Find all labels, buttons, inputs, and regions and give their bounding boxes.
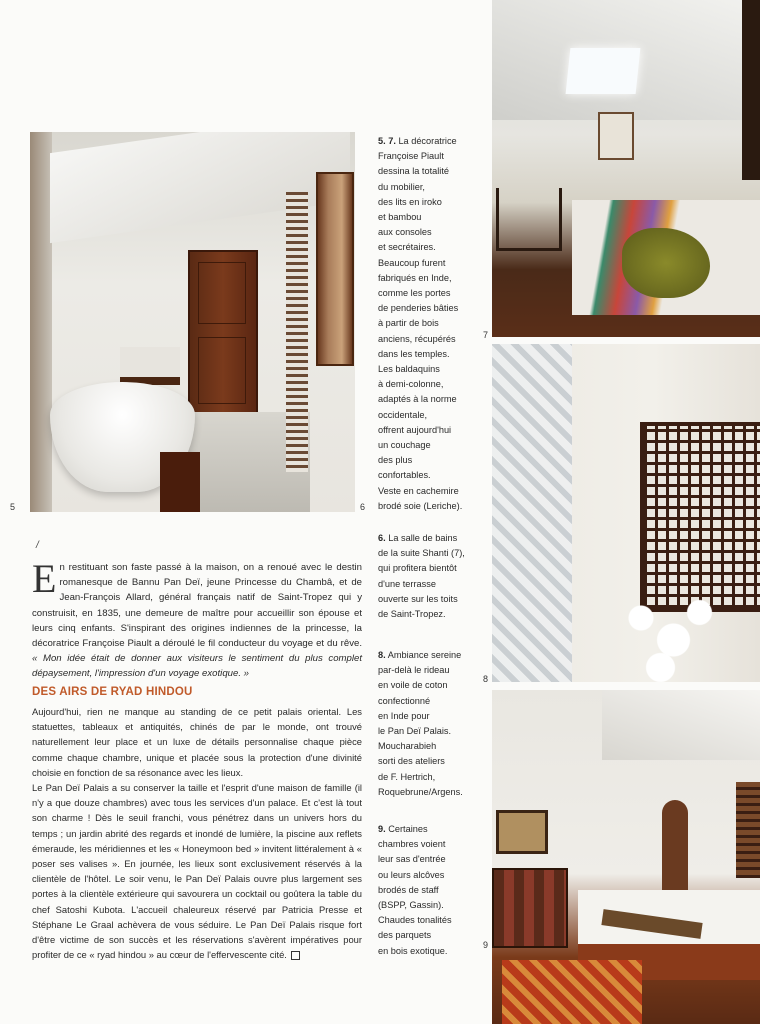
caption-number: 5. 7. <box>378 136 396 146</box>
caption-line: Roquebrune/Argens. <box>378 786 463 797</box>
wall-mirror <box>316 172 354 366</box>
caption-5-7 <box>378 134 462 514</box>
caption-line: et secrétaires. <box>378 242 436 253</box>
caption-line: en bois exotique. <box>378 945 448 956</box>
caption-line: Les baldaquins <box>378 364 440 375</box>
bathtub-base <box>160 452 200 512</box>
caption-text: La salle de bains <box>385 533 458 543</box>
caption-line: en Inde pour <box>378 710 430 721</box>
chair <box>496 188 562 251</box>
caption-line: du mobilier, <box>378 181 425 192</box>
wood-beam <box>742 0 760 180</box>
caption-line <box>378 822 452 837</box>
end-mark <box>291 951 300 960</box>
caption-line: leur sas d'entrée <box>378 854 446 865</box>
caption-line: d'une terrasse <box>378 578 436 589</box>
caption-line <box>378 134 462 149</box>
pull-quote: « Mon idée était de donner aux visiteurs le sentiment du plus complet dépaysement, l'impression d'un voyage exotique. » <box>32 653 362 680</box>
white-orchids <box>602 574 732 682</box>
bedroom-photo-7 <box>492 0 760 337</box>
drop-cap: E <box>32 556 57 601</box>
caption-line: aux consoles <box>378 227 432 238</box>
photo-number-7: 7 <box>483 330 489 340</box>
caption-line: fabriqués en Inde, <box>378 272 452 283</box>
caption-line: dessina la totalité <box>378 166 449 177</box>
caption-line: occidentale, <box>378 409 428 420</box>
wooden-door <box>188 250 258 419</box>
caption-line: sorti des ateliers <box>378 756 445 767</box>
caption-number: 6. <box>378 533 386 543</box>
caption-line: (BSPP, Gassin). <box>378 900 444 911</box>
caption-text: La décoratrice <box>395 136 457 146</box>
caption-line: dans les temples. <box>378 348 450 359</box>
photo-number-8: 8 <box>483 674 489 684</box>
bedroom-photo-9 <box>492 690 760 1024</box>
caption-line: ouverte sur les toits <box>378 593 458 604</box>
caption-line: un couchage <box>378 440 431 451</box>
caption-line: à partir de bois <box>378 318 439 329</box>
photo-number-9: 9 <box>483 940 489 950</box>
caption-line: Chaudes tonalités <box>378 915 452 926</box>
caption-line: de F. Hertrich, <box>378 771 436 782</box>
caption-line: ou leurs alcôves <box>378 869 445 880</box>
caption-line <box>378 531 465 546</box>
photo-number-5: 5 <box>10 502 16 512</box>
photo-number-6: 6 <box>360 502 366 512</box>
article-body <box>32 704 362 962</box>
caption-line: confortables. <box>378 470 431 481</box>
louvered-shutter <box>286 192 308 472</box>
caption-line: Françoise Piault <box>378 151 444 162</box>
section-heading: DES AIRS DE RYAD HINDOU <box>32 686 193 698</box>
article-intro <box>32 556 362 682</box>
framed-painting <box>496 810 548 854</box>
caption-line: qui profitera bientôt <box>378 563 457 574</box>
caption-line: en voile de coton <box>378 680 448 691</box>
caption-line: de penderies bâties <box>378 303 459 314</box>
bathroom-photo <box>30 132 355 512</box>
wall-left <box>30 132 52 512</box>
caption-line: des plus <box>378 455 413 466</box>
decorative-mark: / <box>36 540 39 551</box>
caption-line: de la suite Shanti (7), <box>378 548 465 559</box>
caption-line: anciens, récupérés <box>378 333 456 344</box>
caption-line <box>378 648 463 663</box>
caption-8 <box>378 648 463 800</box>
ceiling <box>602 690 760 760</box>
intro-text: n restituant son faste passé à la maison, on a renoué avec le destin romanesque de Bannu Pan Deï, jeune Princesse du Chambâ, et de Jean-François Allard, général français natif de Saint-Tropez qui y construisit, en 1835, une demeure de maître pour accueillir son épouse et leurs cinq enfants. S'inspirant des origines indiennes de la princesse, la décoratrice Françoise Piault a déroulé le fil conducteur du voyage et du rêve. <box>32 562 362 650</box>
caption-line: Moucharabieh <box>378 741 437 752</box>
washbasin <box>120 347 180 385</box>
caption-text: Certaines <box>385 824 428 834</box>
caption-number: 9. <box>378 824 386 834</box>
caption-number: 8. <box>378 650 386 660</box>
cotton-voile-curtain <box>492 344 572 682</box>
caption-line: Veste en cachemire <box>378 485 459 496</box>
moucharabieh-photo-8 <box>492 344 760 682</box>
caption-line: brodés de staff <box>378 884 439 895</box>
paragraph-1: Aujourd'hui, rien ne manque au standing de ce petit palais oriental. Les statuettes, tableaux et antiquités, chinés de par le monde, ont trouvé naturellement leur place et un luxe de détails personnalise chaque pièce comme chaque chambre, unique et placée sous la protection d'une divinité choisie en fonction de sa résonance avec les lieux. <box>32 706 362 778</box>
caption-line: confectionné <box>378 695 431 706</box>
oriental-rug <box>502 960 642 1024</box>
skylight <box>566 48 641 94</box>
caption-line: par-delà le rideau <box>378 665 450 676</box>
caption-line: le Pan Deï Palais. <box>378 726 452 737</box>
caption-line: à demi-colonne, <box>378 379 444 390</box>
caption-line: et bambou <box>378 212 422 223</box>
paragraph-2: Le Pan Deï Palais a su conserver la taille et l'esprit d'une maison de famille (il n'y a que douze chambres) avec tous les services d'un palace. Et c'est là tout son charme ! Dès le seuil franchi, vous pénétrez dans un univers hors du temps ; un jardin abrité des regards et inondé de lumière, la piscine aux reflets émeraude, les méridiennes et les « Honeymoon bed » invitent littéralement à « poser ses valises ». En journée, les lieux sont exclusivement réservés à la clientèle de l'hôtel. Le soir venu, le Pan Deï Palais ouvre plus largement ses portes à la clientèle extérieure qui savourera un cocktail ou goûtera la table du chef Satoshi Kubota. L'accueil chaleureux réservé par Patricia Presse et Stéphane Le Graal achèvera de vous séduire. Le Pan Deï Palais risque fort d'être victime de son succès et les réservations s'avèrent impératives pour profiter de ce « ryad hindou » au cœur de l'effervescente cité. <box>32 782 362 961</box>
caption-6 <box>378 531 465 622</box>
caption-line: des lits en iroko <box>378 196 442 207</box>
caption-line: adaptés à la norme <box>378 394 457 405</box>
carved-panel <box>736 782 760 878</box>
caption-9 <box>378 822 452 959</box>
caption-line: de Saint-Tropez. <box>378 609 446 620</box>
caption-line: offrent aujourd'hui <box>378 424 452 435</box>
caption-line: comme les portes <box>378 288 451 299</box>
caption-line: brodé soie (Leriche). <box>378 500 463 511</box>
carved-cabinet <box>492 868 568 948</box>
framed-picture <box>598 112 634 160</box>
caption-line: Beaucoup furent <box>378 257 446 268</box>
caption-text: Ambiance sereine <box>385 650 462 660</box>
caption-line: chambres voient <box>378 839 446 850</box>
caption-line: des parquets <box>378 930 432 941</box>
